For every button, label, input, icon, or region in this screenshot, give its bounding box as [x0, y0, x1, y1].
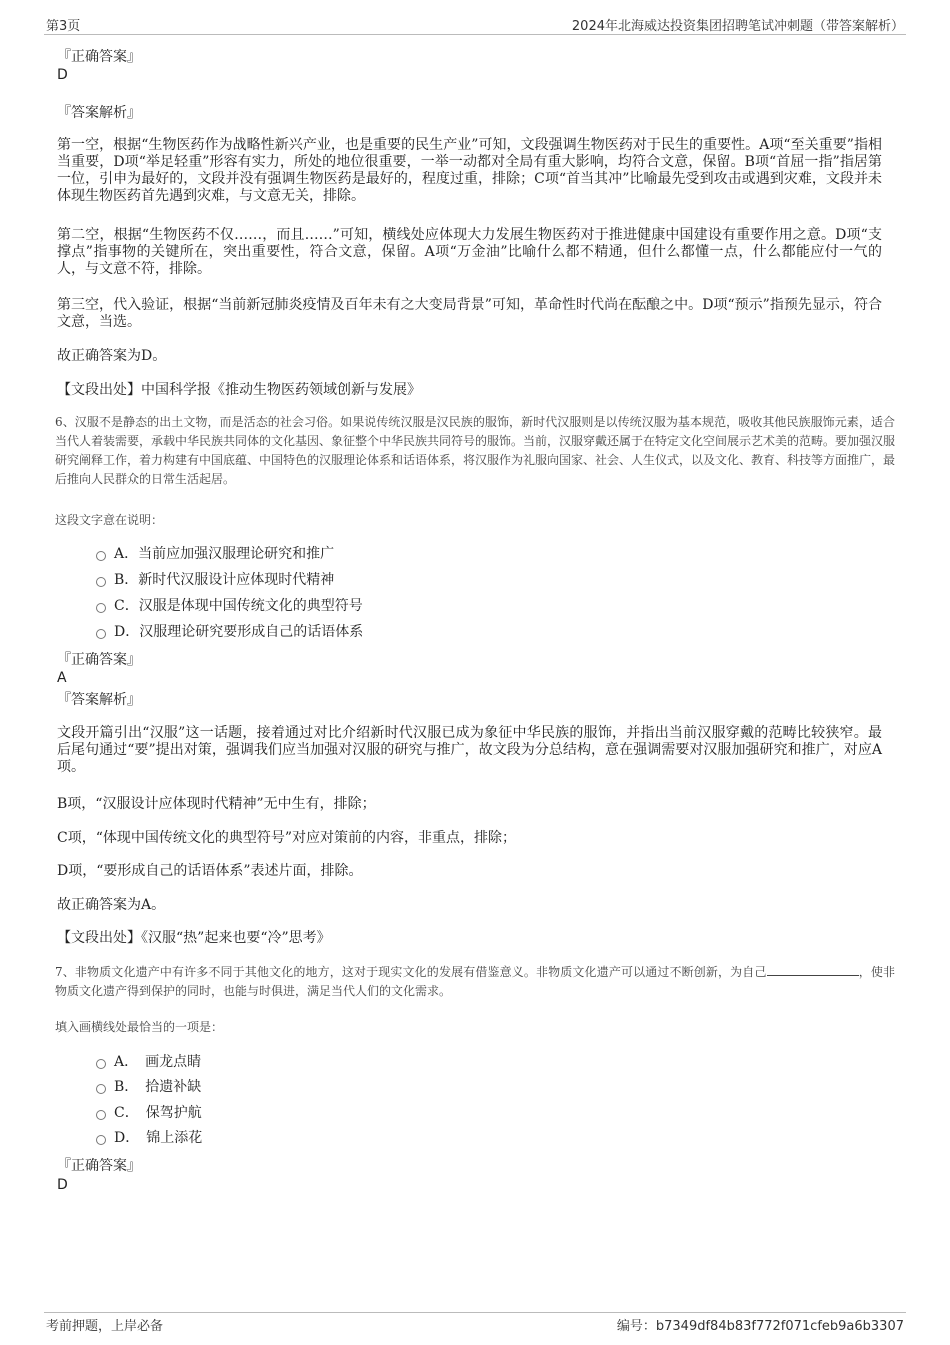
- q7-answer-label: 『正确答案』: [57, 1158, 141, 1174]
- q6-source: 【文段出处】《汉服“热”起来也要“冷”思考》: [57, 930, 331, 946]
- q5-source: 【文段出处】中国科学报《推动生物医药领域创新与发展》: [57, 382, 421, 398]
- radio-icon[interactable]: [96, 629, 106, 639]
- q6-option-b[interactable]: [96, 570, 334, 590]
- q7-question-text: [55, 963, 895, 1001]
- q6-analysis-p3: C项，“体现中国传统文化的典型符号”对应对策前的内容，非重点，排除；: [57, 830, 517, 846]
- q5-answer: D: [57, 67, 68, 83]
- radio-icon[interactable]: [96, 551, 106, 561]
- radio-icon[interactable]: [96, 603, 106, 613]
- q6-option-c-label: C．汉服是体现中国传统文化的典型符号: [114, 598, 363, 614]
- document-title: 2024年北海威达投资集团招聘笔试冲刺题（带答案解析）: [571, 19, 904, 34]
- q7-text-before: 7、非物质文化遗产中有许多不同于其他文化的地方，这对于现实文化的发展有借鉴意义。非物质文化遗产可以通过不断创新，为自己: [55, 965, 767, 979]
- q6-conclusion: 故正确答案为A。: [57, 897, 166, 913]
- q7-option-a[interactable]: [96, 1052, 201, 1072]
- q6-option-d-label: D．汉服理论研究要形成自己的话语体系: [114, 624, 364, 640]
- q7-text-after: ，使非物质文化遗产得到保护的同时，也能与时俱进，满足当代人们的文化需求。: [55, 965, 895, 998]
- radio-icon[interactable]: [96, 1084, 106, 1094]
- q7-option-d[interactable]: [96, 1128, 202, 1148]
- fill-blank: [767, 963, 859, 976]
- radio-icon[interactable]: [96, 577, 106, 587]
- page-footer: [44, 1312, 906, 1335]
- q7-option-c-label: C． 保驾护航: [114, 1105, 202, 1121]
- q5-conclusion: 故正确答案为D。: [57, 348, 167, 364]
- q6-analysis-p4: D项，“要形成自己的话语体系”表述片面，排除。: [57, 863, 363, 879]
- q6-answer: A: [57, 670, 67, 686]
- q6-option-c[interactable]: [96, 596, 363, 616]
- q5-analysis-p2: 第二空，根据“生物医药不仅……，而且……”可知，横线处应体现大力发展生物医药对于推进健康中国建设有重要作用之意。D项“支撑点”指事物的关键所在，突出重要性，符合文意，保留。A项“万金油”比喻什么都不精通，但什么都懂一点，什么都能应付一气的人，与文意不符，排除。: [57, 227, 882, 277]
- q6-option-d[interactable]: [96, 622, 363, 642]
- q6-answer-label: 『正确答案』: [57, 652, 141, 668]
- q6-analysis-label: 『答案解析』: [57, 692, 141, 708]
- page-header: [44, 14, 906, 35]
- q6-option-a-label: A．当前应加强汉服理论研究和推广: [114, 546, 335, 562]
- q6-option-a[interactable]: [96, 544, 334, 564]
- q6-analysis-p2: B项，“汉服设计应体现时代精神”无中生有，排除；: [57, 796, 376, 812]
- q7-option-b[interactable]: [96, 1077, 201, 1097]
- q6-analysis-p1: 文段开篇引出“汉服”这一话题，接着通过对比介绍新时代汉服已成为象征中华民族的服饰，并指出当前汉服穿戴的范畴比较狭窄。最后尾句通过“要”提出对策，强调我们应当加强对汉服的研究与推广，故文段为分总结构，意在强调需要对汉服加强研究和推广，对应A项。: [57, 725, 882, 775]
- page-number: 第3页: [46, 19, 81, 34]
- q7-option-c[interactable]: [96, 1103, 202, 1123]
- footer-slogan: 考前押题，上岸必备: [46, 1319, 164, 1334]
- radio-icon[interactable]: [96, 1110, 106, 1120]
- q7-prompt: 填入画横线处最恰当的一项是：: [55, 1020, 224, 1034]
- q6-question-text: 6、汉服不是静态的出土文物，而是活态的社会习俗。如果说传统汉服是汉民族的服饰，新时代汉服则是以传统汉服为基本规范，吸收其他民族服饰元素，适合当代人着装需要，承载中华民族共同体的文化基因、象征整个中华民族共同符号的服饰。当前，汉服穿戴还属于在特定文化空间展示艺术美的范畴。要加强汉服研究阐释工作，着力构建有中国底蕴、中国特色的汉服理论体系和话语体系，将汉服作为礼服向国家、社会、人生仪式，以及文化、教育、科技等方面推广，最后推向人民群众的日常生活起居。: [55, 415, 896, 486]
- q5-analysis-p1: 第一空，根据“生物医药作为战略性新兴产业，也是重要的民生产业”可知，文段强调生物医药对于民生的重要性。A项“至关重要”指相当重要，D项“举足轻重”形容有实力，所处的地位很重要，一举一动都对全局有重大影响，均符合文意，保留。B项“首屈一指”指居第一位，引申为最好的，文段并没有强调生物医药是最好的，程度过重，排除；C项“首当其冲”比喻最先受到攻击或遇到灾难，文段并未体现生物医药首先遇到灾难，与文意无关，排除。: [57, 137, 882, 204]
- q7-option-b-label: B． 拾遗补缺: [114, 1079, 202, 1095]
- q7-answer: D: [57, 1177, 68, 1193]
- document-serial: 编号：b7349df84b83f772f071cfeb9a6b3307: [616, 1319, 904, 1334]
- radio-icon[interactable]: [96, 1135, 106, 1145]
- q5-analysis-label: 『答案解析』: [57, 105, 141, 121]
- radio-icon[interactable]: [96, 1059, 106, 1069]
- q5-answer-label: 『正确答案』: [57, 49, 141, 65]
- q7-option-d-label: D． 锦上添花: [114, 1130, 203, 1146]
- q5-analysis-p3: 第三空，代入验证，根据“当前新冠肺炎疫情及百年未有之大变局背景”可知，革命性时代尚在酝酿之中。D项“预示”指预先显示，符合文意，当选。: [57, 297, 882, 330]
- q6-prompt: 这段文字意在说明：: [55, 513, 164, 527]
- q6-option-b-label: B．新时代汉服设计应体现时代精神: [114, 572, 335, 588]
- q7-option-a-label: A． 画龙点睛: [114, 1054, 202, 1070]
